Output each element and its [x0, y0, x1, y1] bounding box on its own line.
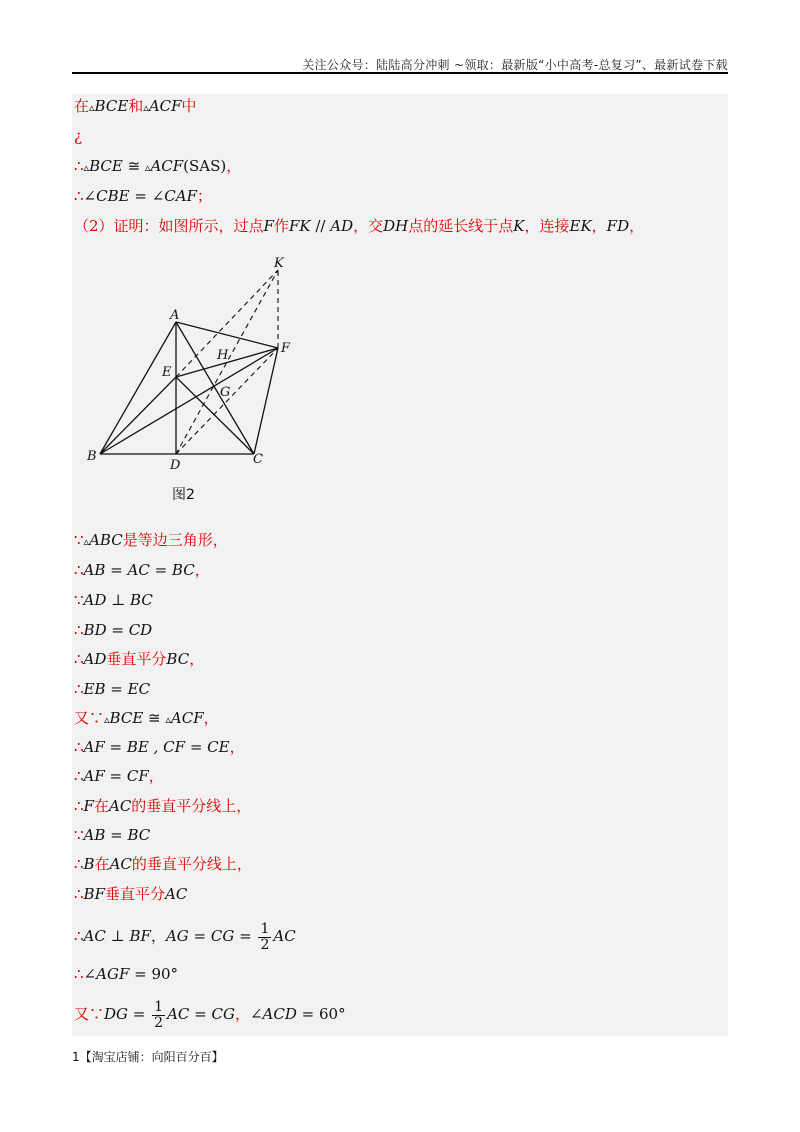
- fraction-one-half: [152, 1000, 165, 1031]
- text: 是等边三角形，: [122, 531, 228, 549]
- label-a: A: [170, 308, 180, 323]
- therefore-symbol: ∴: [74, 621, 84, 639]
- math-text: EB = EC: [83, 680, 151, 698]
- math-text: AC: [273, 927, 296, 945]
- step-16: [74, 994, 346, 1034]
- step-1: [74, 530, 228, 552]
- text: 点的延长线于点: [408, 217, 514, 235]
- therefore-symbol: ∴: [74, 650, 84, 668]
- because-symbol: ∵: [74, 531, 84, 549]
- math-text: AG = CG =: [165, 927, 257, 945]
- label-g: G: [220, 385, 231, 400]
- math-text: BCE: [89, 157, 123, 175]
- text: ，: [234, 1005, 250, 1023]
- step-6: [74, 679, 150, 699]
- text: =: [129, 187, 152, 205]
- step-11: [74, 825, 150, 845]
- therefore-symbol: ∴: [74, 680, 84, 698]
- header-rule: [72, 72, 728, 74]
- math-text: EK: [569, 217, 592, 235]
- label-d: D: [170, 458, 181, 473]
- fraction-one-half: [258, 922, 271, 953]
- math-text: ACF: [150, 157, 184, 175]
- text: 作: [273, 217, 289, 235]
- congruent-symbol: ≅: [143, 709, 166, 727]
- triangle-symbol: ▵: [89, 101, 95, 114]
- congruent-symbol: ≅: [122, 157, 145, 175]
- text: ，: [203, 709, 219, 727]
- step-15: [74, 964, 178, 984]
- geometry-figure: [80, 250, 320, 490]
- fraction-denominator: 2: [260, 936, 270, 953]
- angle-symbol: ∠: [249, 1005, 263, 1023]
- segment-fc: [254, 348, 278, 454]
- step-13: [74, 884, 187, 904]
- angle-symbol: ∠: [151, 187, 165, 205]
- math-text: B: [83, 855, 95, 873]
- because-symbol: ∵: [74, 826, 84, 844]
- text: ，: [591, 217, 607, 235]
- because-symbol: ∵: [74, 591, 84, 609]
- step-2: [74, 560, 210, 580]
- math-text: AF = CF: [83, 767, 149, 785]
- math-text: AD ⊥ BC: [83, 591, 153, 609]
- therefore-symbol: ∴: [74, 187, 84, 205]
- label-f: F: [281, 341, 291, 356]
- document-content: [72, 94, 728, 1036]
- triangle-symbol: ▵: [83, 161, 90, 174]
- proof-line-3: [74, 156, 241, 178]
- therefore-symbol: ∴: [74, 738, 84, 756]
- text: ，连接: [524, 217, 570, 235]
- math-text: F: [263, 217, 274, 235]
- math-text: AGF: [96, 965, 130, 983]
- math-text: AC = CG: [167, 1005, 235, 1023]
- text: = 90°: [129, 965, 179, 983]
- triangle-symbol: ▵: [104, 713, 110, 726]
- text: 的垂直平分线上，: [131, 855, 252, 873]
- math-text: ACD: [262, 1005, 297, 1023]
- step-5: [74, 649, 204, 669]
- math-text: BF: [83, 885, 105, 903]
- step-4: [74, 620, 152, 640]
- math-text: FK: [288, 217, 311, 235]
- math-text: AC: [109, 855, 132, 873]
- text: = 60°: [296, 1005, 346, 1023]
- parallel-symbol: //: [310, 217, 331, 235]
- math-text: ABC: [89, 531, 123, 549]
- text: ，: [229, 738, 245, 756]
- proof-line-5: [74, 216, 644, 236]
- step-7: [74, 708, 219, 730]
- step-14: [74, 916, 296, 956]
- fraction-numerator: 1: [260, 920, 270, 937]
- text: ，: [150, 927, 166, 945]
- therefore-symbol: ∴: [74, 561, 84, 579]
- step-10: [74, 796, 251, 816]
- text: ，: [194, 561, 210, 579]
- math-text: BC: [166, 650, 190, 668]
- therefore-symbol: ∴: [74, 855, 84, 873]
- therefore-symbol: ∴: [74, 797, 84, 815]
- math-text: AD: [330, 217, 354, 235]
- step-8: [74, 737, 245, 757]
- math-text: F: [83, 797, 94, 815]
- triangle-symbol: ▵: [144, 161, 151, 174]
- text: 又∵: [74, 1005, 105, 1023]
- text: ，: [226, 157, 242, 175]
- therefore-symbol: ∴: [74, 885, 84, 903]
- math-text: AB = AC = BC: [83, 561, 195, 579]
- step-9: [74, 766, 164, 786]
- math-text: AC: [108, 797, 132, 815]
- text: 在: [74, 97, 90, 115]
- text: ，: [148, 767, 164, 785]
- angle-symbol: ∠: [83, 187, 97, 205]
- math-text: BCE: [109, 709, 144, 727]
- geometry-diagram: [80, 250, 320, 490]
- math-text: DH: [383, 217, 409, 235]
- text: ，: [629, 217, 645, 235]
- figure-caption: 图2: [172, 487, 195, 503]
- segment-af: [176, 322, 278, 348]
- text: 在: [94, 855, 110, 873]
- triangle-symbol: ▵: [165, 713, 171, 726]
- math-text: AD: [83, 650, 107, 668]
- text: 垂直平分: [106, 650, 167, 668]
- segment-df: [176, 348, 278, 454]
- triangle-symbol: ▵: [143, 101, 149, 114]
- proof-line-1: [74, 96, 197, 118]
- math-text: FD: [606, 217, 630, 235]
- text: 在: [93, 797, 109, 815]
- text: 中: [181, 97, 197, 115]
- text: 垂直平分: [104, 885, 165, 903]
- text: ，: [189, 650, 205, 668]
- text: 和: [128, 97, 144, 115]
- label-h: H: [217, 348, 229, 363]
- math-text: AC: [165, 885, 188, 903]
- math-text: CBE: [96, 187, 130, 205]
- therefore-symbol: ∴: [74, 965, 84, 983]
- label-b: B: [87, 449, 97, 464]
- label-c: C: [253, 452, 263, 467]
- therefore-symbol: ∴: [74, 767, 84, 785]
- math-text: BD = CD: [83, 621, 153, 639]
- text: ¿: [74, 127, 83, 145]
- text: ，交: [353, 217, 384, 235]
- therefore-symbol: ∴: [74, 157, 84, 175]
- angle-symbol: ∠: [83, 965, 97, 983]
- page-footer: 1【淘宝店铺：向阳百分百】: [72, 1050, 224, 1064]
- step-12: [74, 854, 252, 874]
- math-text: BCE: [94, 97, 129, 115]
- label-k: K: [274, 256, 284, 271]
- label-e: E: [162, 365, 172, 380]
- math-text: DG =: [104, 1005, 151, 1023]
- fraction-numerator: 1: [154, 998, 164, 1015]
- math-text: K: [513, 217, 525, 235]
- math-text: ACF: [170, 709, 204, 727]
- therefore-symbol: ∴: [74, 927, 84, 945]
- triangle-symbol: ▵: [83, 535, 90, 548]
- math-text: AC ⊥ BF: [83, 927, 151, 945]
- proof-line-4: [74, 186, 212, 206]
- text: 又∵: [74, 709, 105, 727]
- proof-line-2: [74, 126, 82, 146]
- text: （2）证明：如图所示，过点: [74, 217, 264, 235]
- text: 的垂直平分线上，: [131, 797, 252, 815]
- math-text: CAF: [164, 187, 197, 205]
- fraction-denominator: 2: [154, 1014, 164, 1031]
- math-text: AF = BE , CF = CE: [83, 738, 230, 756]
- page-header: 关注公众号：陆陆高分冲刺 ~领取：最新版“小中高考-总复习”、最新试卷下载: [302, 58, 728, 72]
- text: ；: [196, 187, 212, 205]
- step-3: [74, 590, 153, 610]
- math-text: AB = BC: [83, 826, 151, 844]
- math-text: ACF: [148, 97, 182, 115]
- text: (SAS): [183, 157, 227, 175]
